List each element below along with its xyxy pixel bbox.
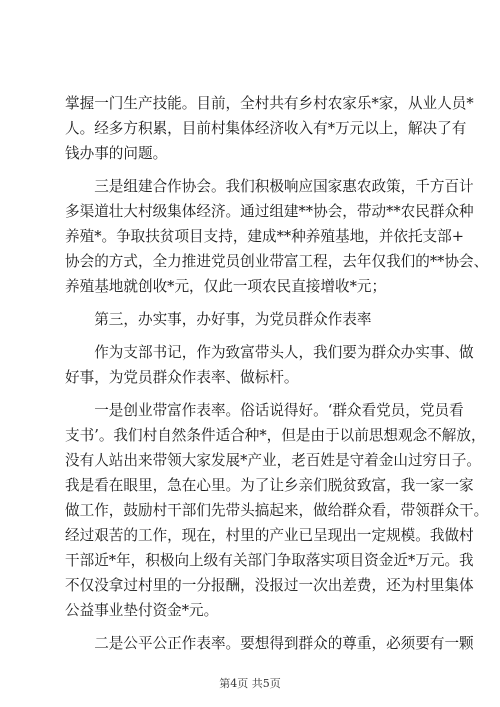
text-line: 经过艰苦的工作，现在，村里的产业已呈现出一定规模。我做村 <box>65 527 474 544</box>
text-line: 三是组建合作协会。我们积极响应国家惠农政策，千方百计 <box>65 178 474 195</box>
text-line: 养殖基地就创收*元，仅此一项农民直接增收*元； <box>65 278 387 295</box>
page-number: 第4页 共5页 <box>219 677 281 690</box>
text-line: 支书’。我们村自然条件适合种*，但是由于以前思想观念不解放， <box>65 427 486 444</box>
text-line: 好事，为党员群众作表率、做标杆。 <box>65 369 299 386</box>
text-line: 多渠道壮大村级集体经济。通过组建**协会，带动**农民群众种 <box>65 203 474 220</box>
text-line: 钱办事的问题。 <box>65 145 168 162</box>
text-line: 没有人站出来带领大家发展*产业，老百姓是守着金山过穷日子。 <box>65 452 481 469</box>
text-line: 人。经多方积累，目前村集体经济收入有*万元以上，解决了有 <box>65 120 467 137</box>
body-text <box>65 91 489 656</box>
text-line: 干部近*年，积极向上级有关部门争取落实项目资金近*万元。我 <box>65 552 474 569</box>
text-line: 我是看在眼里，急在心里。为了让乡亲们脱贫致富，我一家一家 <box>65 477 474 494</box>
text-line: 养殖*。争取扶贫项目支持，建成**种养殖基地，并依托支部+ <box>65 228 464 245</box>
text-line: 掌握一门生产技能。目前，全村共有乡村农家乐*家，从业人员* <box>65 95 474 112</box>
text-line: 做工作，鼓励村干部们先带头搞起来，做给群众看，带领群众干。 <box>65 502 489 519</box>
section-heading: 第三，办实事，办好事，为党员群众作表率 <box>65 311 372 328</box>
text-line: 作为支部书记，作为致富带头人，我们要为群众办实事、做 <box>65 344 474 361</box>
text-line: 协会的方式，全力推进党员创业带富工程，去年仅我们的**协会、 <box>65 253 489 270</box>
text-line: 一是创业带富作表率。俗话说得好。‘群众看党员，党员看 <box>65 402 464 419</box>
text-line: 二是公平公正作表率。要想得到群众的尊重，必须要有一颗 <box>65 635 474 652</box>
text-line: 不仅没拿过村里的一分报酬，没报过一次出差费，还为村里集体 <box>65 577 474 594</box>
text-line: 公益事业垫付资金*元。 <box>65 602 219 619</box>
